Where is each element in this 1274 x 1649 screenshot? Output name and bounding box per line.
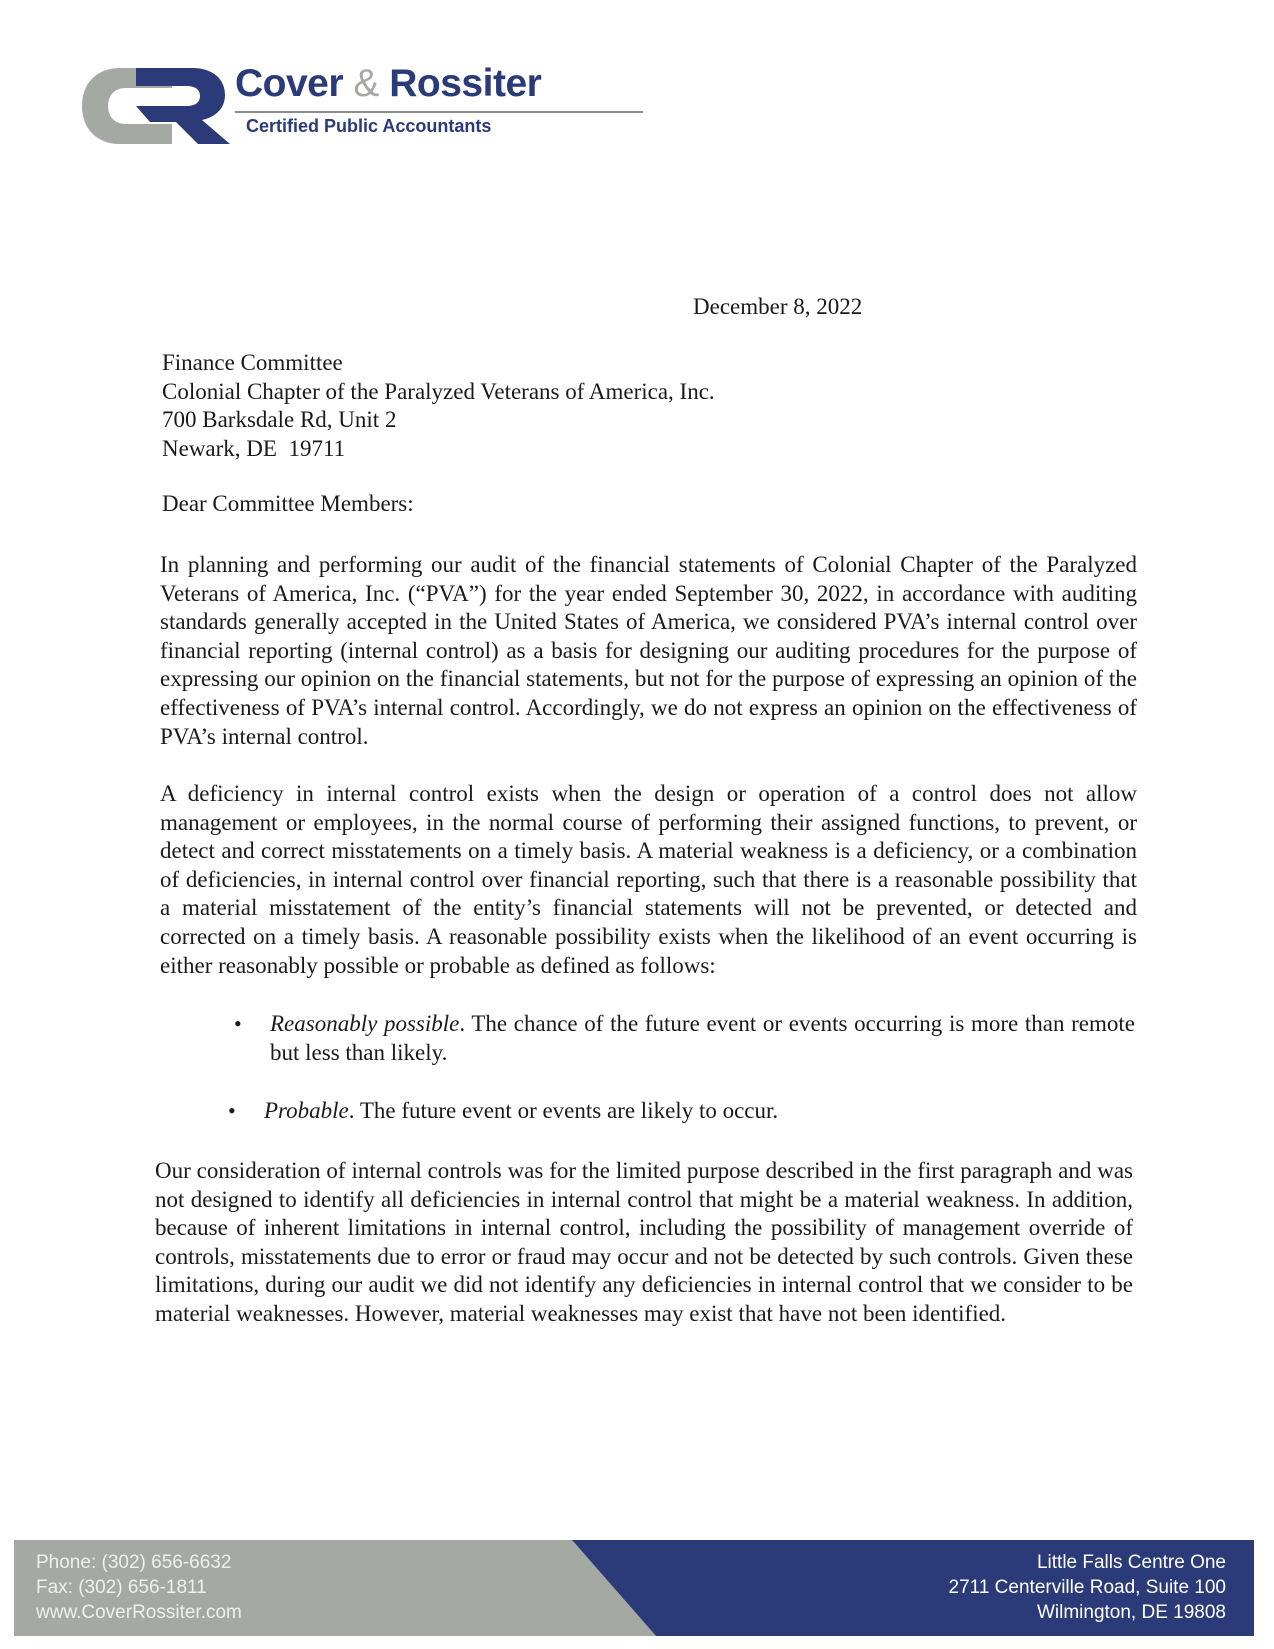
logo-divider bbox=[235, 111, 643, 113]
bullet-icon: • bbox=[234, 1011, 242, 1036]
footer-address-line: Little Falls Centre One bbox=[1036, 1552, 1226, 1573]
salutation: Dear Committee Members: bbox=[162, 491, 414, 516]
recipient-line: Finance Committee bbox=[162, 350, 343, 375]
recipient-line: 700 Barksdale Rd, Unit 2 bbox=[162, 407, 397, 432]
recipient-line: Colonial Chapter of the Paralyzed Veterans of America, Inc. bbox=[162, 378, 715, 404]
bullet-text: . The future event or events are likely to occur. bbox=[348, 1098, 779, 1123]
body-paragraph: A deficiency in internal control exists when the design or operation of a control does not allow management or employees, in the normal course of performing their assigned functions, to prevent, or detect and correct misstatements on a timely basis. A material weakness is a deficiency, or a combination of deficiencies, in internal control over financial reporting, such that there is a reasonable possibility that a material misstatement of the entity’s financial statements will not be prevented, or detected and corrected on a timely basis. A reasonable possibility exists when the likelihood of an event occurring is either reasonably possible or probable as defined as follows: bbox=[160, 781, 1137, 978]
cr-monogram-logo-icon bbox=[80, 66, 240, 148]
footer-address-line: 2711 Centerville Road, Suite 100 bbox=[948, 1577, 1226, 1598]
bullet-icon: • bbox=[228, 1098, 236, 1123]
letter-date: December 8, 2022 bbox=[693, 294, 863, 319]
footer-contact bbox=[36, 1550, 242, 1625]
body-paragraph: Our consideration of internal controls was for the limited purpose described in the first paragraph and was not designed to identify all deficiencies in internal control that might be a material weakness. In addition, because of inherent limitations in internal control, including the possibility of management override of controls, misstatements due to error or fraud may occur and not be detected by such controls. Given these limitations, during our audit we did not identify any deficiencies in internal control that we consider to be material weaknesses. However, material weaknesses may exist that have not been identified. bbox=[155, 1158, 1133, 1326]
letter-footer bbox=[14, 1540, 1254, 1636]
bullet-item bbox=[228, 1097, 1124, 1126]
recipient-address bbox=[162, 349, 715, 463]
recipient-line: Newark, DE 19711 bbox=[162, 435, 346, 461]
firm-name: Cover & Rossiter bbox=[235, 62, 542, 105]
bullet-term: Reasonably possible bbox=[270, 1011, 460, 1036]
letterhead bbox=[80, 62, 580, 148]
footer-address-line: Wilmington, DE 19808 bbox=[1036, 1602, 1226, 1623]
firm-tagline: Certified Public Accountants bbox=[246, 116, 492, 136]
footer-phone: Phone: (302) 656-6632 bbox=[36, 1552, 232, 1573]
bullet-item bbox=[234, 1010, 1135, 1067]
bullet-term: Probable bbox=[264, 1098, 349, 1123]
body-paragraph: In planning and performing our audit of the financial statements of Colonial Chapter of the Paralyzed Veterans of America, Inc. (“PVA”) for the year ended September 30, 2022, in accordance with auditing standards generally accepted in the United States of America, we considered PVA’s internal control over financial reporting (internal control) as a basis for designing our auditing procedures for the purpose of expressing our opinion on the financial statements, but not for the purpose of expressing an opinion of the effectiveness of PVA’s internal control. Accordingly, we do not express an opinion on the effectiveness of PVA’s internal control. bbox=[160, 552, 1137, 749]
footer-address bbox=[949, 1550, 1226, 1625]
footer-fax: Fax: (302) 656-1811 bbox=[36, 1577, 207, 1598]
footer-website: www.CoverRossiter.com bbox=[36, 1602, 242, 1623]
bullet-text: . The chance of the future event or events occurring is more than remote but less than likely. bbox=[270, 1011, 1135, 1065]
